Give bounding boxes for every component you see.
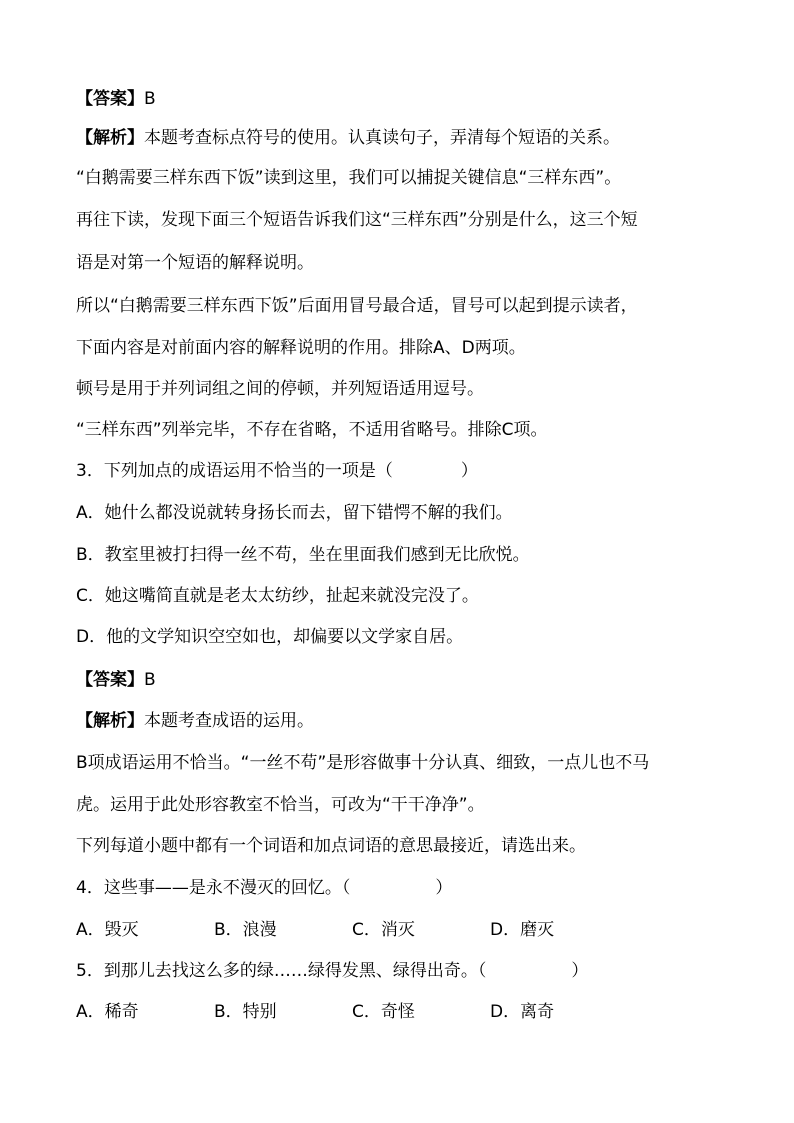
question-3-option-d: D．他的文学知识空空如也，却偏要以文学家自居。 [76, 627, 464, 647]
text-line: 所以“白鹅需要三样东西下饭”后面用冒号最合适，冒号可以起到提示读者， [76, 296, 638, 316]
text-line: 顿号是用于并列词组之间的停顿，并列短语适用逗号。 [76, 379, 484, 399]
text-line: 虎。运用于此处形容教室不恰当，可改为“干干净净”。 [76, 795, 485, 815]
text-line: 再往下读，发现下面三个短语告诉我们这“三样东西”分别是什么，这三个短 [76, 210, 638, 230]
analysis-tag: 【解析】 [76, 128, 144, 148]
answer-value: B [144, 89, 156, 109]
text-line: 下面内容是对前面内容的解释说明的作用。排除A、D两项。 [76, 338, 526, 358]
question-5-stem: 5．到那儿去找这么多的绿……绿得发黑、绿得出奇。（ ） [76, 961, 589, 981]
analysis-line-1 [76, 127, 726, 149]
text-line: “三样东西”列举完毕，不存在省略，不适用省略号。排除C项。 [76, 420, 548, 440]
question-5-option-c: C．奇怪 [352, 1002, 415, 1022]
question-4-options [76, 919, 726, 941]
question-4-option-a: A．毁灭 [76, 920, 139, 940]
question-5-option-d: D．离奇 [490, 1002, 555, 1022]
answer-tag: 【答案】 [76, 89, 144, 109]
analysis-line-2 [76, 710, 726, 732]
question-4-stem: 4．这些事——是永不漫灭的回忆。（ ） [76, 878, 453, 898]
question-5-options [76, 1001, 726, 1023]
question-3-option-a: A．她什么都没说就转身扬长而去，留下错愕不解的我们。 [76, 503, 513, 523]
question-4-option-b: B．浪漫 [214, 920, 277, 940]
question-3-option-b: B．教室里被打扫得一丝不苟，坐在里面我们感到无比欣悦。 [76, 545, 530, 565]
analysis-text: 本题考查标点符号的使用。认真读句子，弄清每个短语的关系。 [144, 128, 620, 148]
question-3-option-c: C．她这嘴简直就是老太太纺纱，扯起来就没完没了。 [76, 586, 479, 606]
text-line: B项成语运用不恰当。“一丝不苟”是形容做事十分认真、细致，一点儿也不马 [76, 753, 650, 773]
question-4-option-d: D．磨灭 [490, 920, 555, 940]
question-5-option-b: B．特别 [214, 1002, 277, 1022]
instruction-line: 下列每道小题中都有一个词语和加点词语的意思最接近，请选出来。 [76, 836, 586, 856]
question-5-option-a: A．稀奇 [76, 1002, 139, 1022]
answer-tag: 【答案】 [76, 670, 144, 690]
analysis-tag: 【解析】 [76, 711, 144, 731]
answer-line-2 [76, 669, 726, 691]
question-3-stem: 3．下列加点的成语运用不恰当的一项是（ ） [76, 461, 478, 481]
text-line: “白鹅需要三样东西下饭”读到这里，我们可以捕捉关键信息“三样东西”。 [76, 168, 622, 188]
question-4-option-c: C．消灭 [352, 920, 415, 940]
answer-line-1 [76, 88, 726, 110]
analysis-text: 本题考查成语的运用。 [144, 711, 314, 731]
text-line: 语是对第一个短语的解释说明。 [76, 253, 314, 273]
answer-value: B [144, 670, 156, 690]
